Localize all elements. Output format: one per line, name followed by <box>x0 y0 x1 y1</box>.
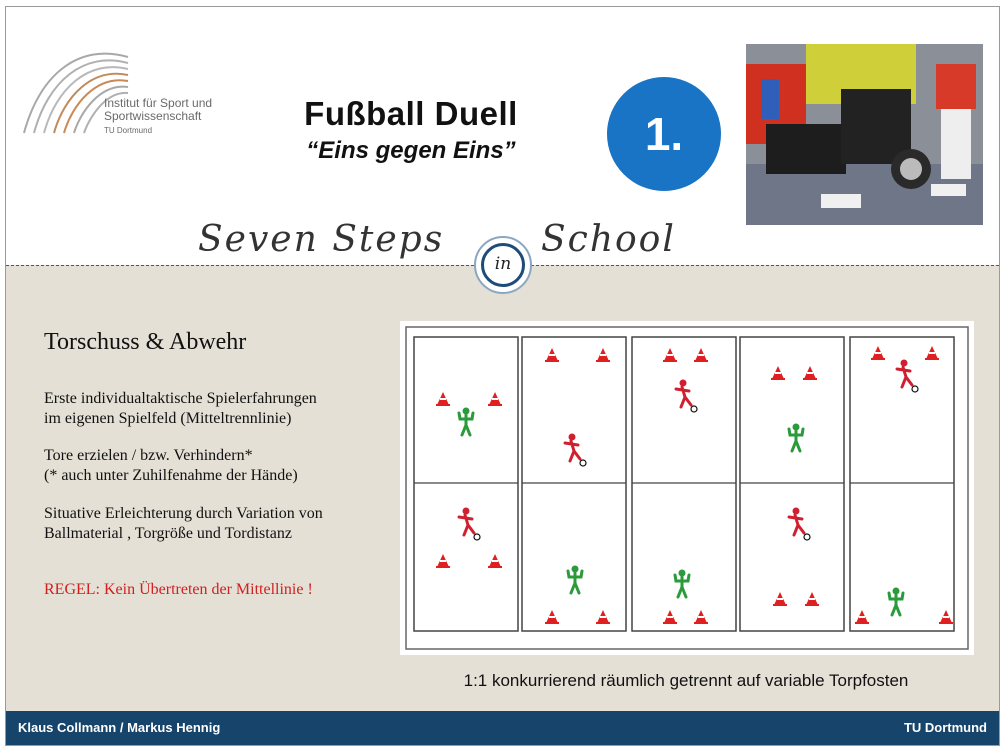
institute-line-3: TU Dortmund <box>104 126 153 135</box>
page-title: Fußball Duell <box>304 95 518 132</box>
field-diagram <box>400 321 974 655</box>
diagram-caption: 1:1 konkurrierend räumlich getrennt auf variable Torpfosten <box>463 671 909 690</box>
tagline-badge-text: in <box>481 243 525 287</box>
tagline-right: School <box>541 219 676 260</box>
field-diagram-svg <box>400 321 974 655</box>
field-5 <box>850 337 954 631</box>
paragraph-1-line-2: im eigenen Spielfeld (Mitteltrennlinie) <box>44 410 292 427</box>
footer-university: TU Dortmund <box>903 720 987 735</box>
field-1 <box>414 337 518 631</box>
slide <box>5 6 1000 746</box>
institute-line-1: Institut für Sport und <box>104 96 213 110</box>
ball-icon <box>804 534 810 540</box>
header <box>6 7 999 274</box>
paragraph-3-line-2: Ballmaterial , Torgröße und Tordistanz <box>44 525 292 542</box>
tagline-left: Seven Steps <box>198 219 445 260</box>
paragraph-3 <box>44 504 323 544</box>
institute-line-2: Sportwissenschaft <box>104 109 202 123</box>
page-subtitle: “Eins gegen Eins” <box>306 137 516 164</box>
paragraph-1 <box>44 389 317 429</box>
paragraph-2-line-2: (* auch unter Zuhilfenahme der Hände) <box>44 467 298 484</box>
ball-icon <box>580 460 586 466</box>
field-4 <box>740 337 844 631</box>
paragraph-2 <box>44 446 298 486</box>
ball-icon <box>691 406 697 412</box>
paragraph-3-line-1: Situative Erleichterung durch Variation von <box>44 505 323 522</box>
football-photo <box>746 44 983 225</box>
rule-text: REGEL: Kein Übertreten der Mittellinie ! <box>44 581 313 598</box>
tagline-badge <box>474 236 532 294</box>
ball-icon <box>474 534 480 540</box>
footer <box>6 711 999 745</box>
step-number-badge: 1. <box>607 77 721 191</box>
paragraph-1-line-1: Erste individualtaktische Spielerfahrungen <box>44 390 317 407</box>
section-title: Torschuss & Abwehr <box>44 329 247 355</box>
institute-name <box>104 97 212 137</box>
footer-authors: Klaus Collmann / Markus Hennig <box>18 720 221 735</box>
paragraph-2-line-1: Tore erzielen / bzw. Verhindern* <box>44 447 253 464</box>
ball-icon <box>912 386 918 392</box>
